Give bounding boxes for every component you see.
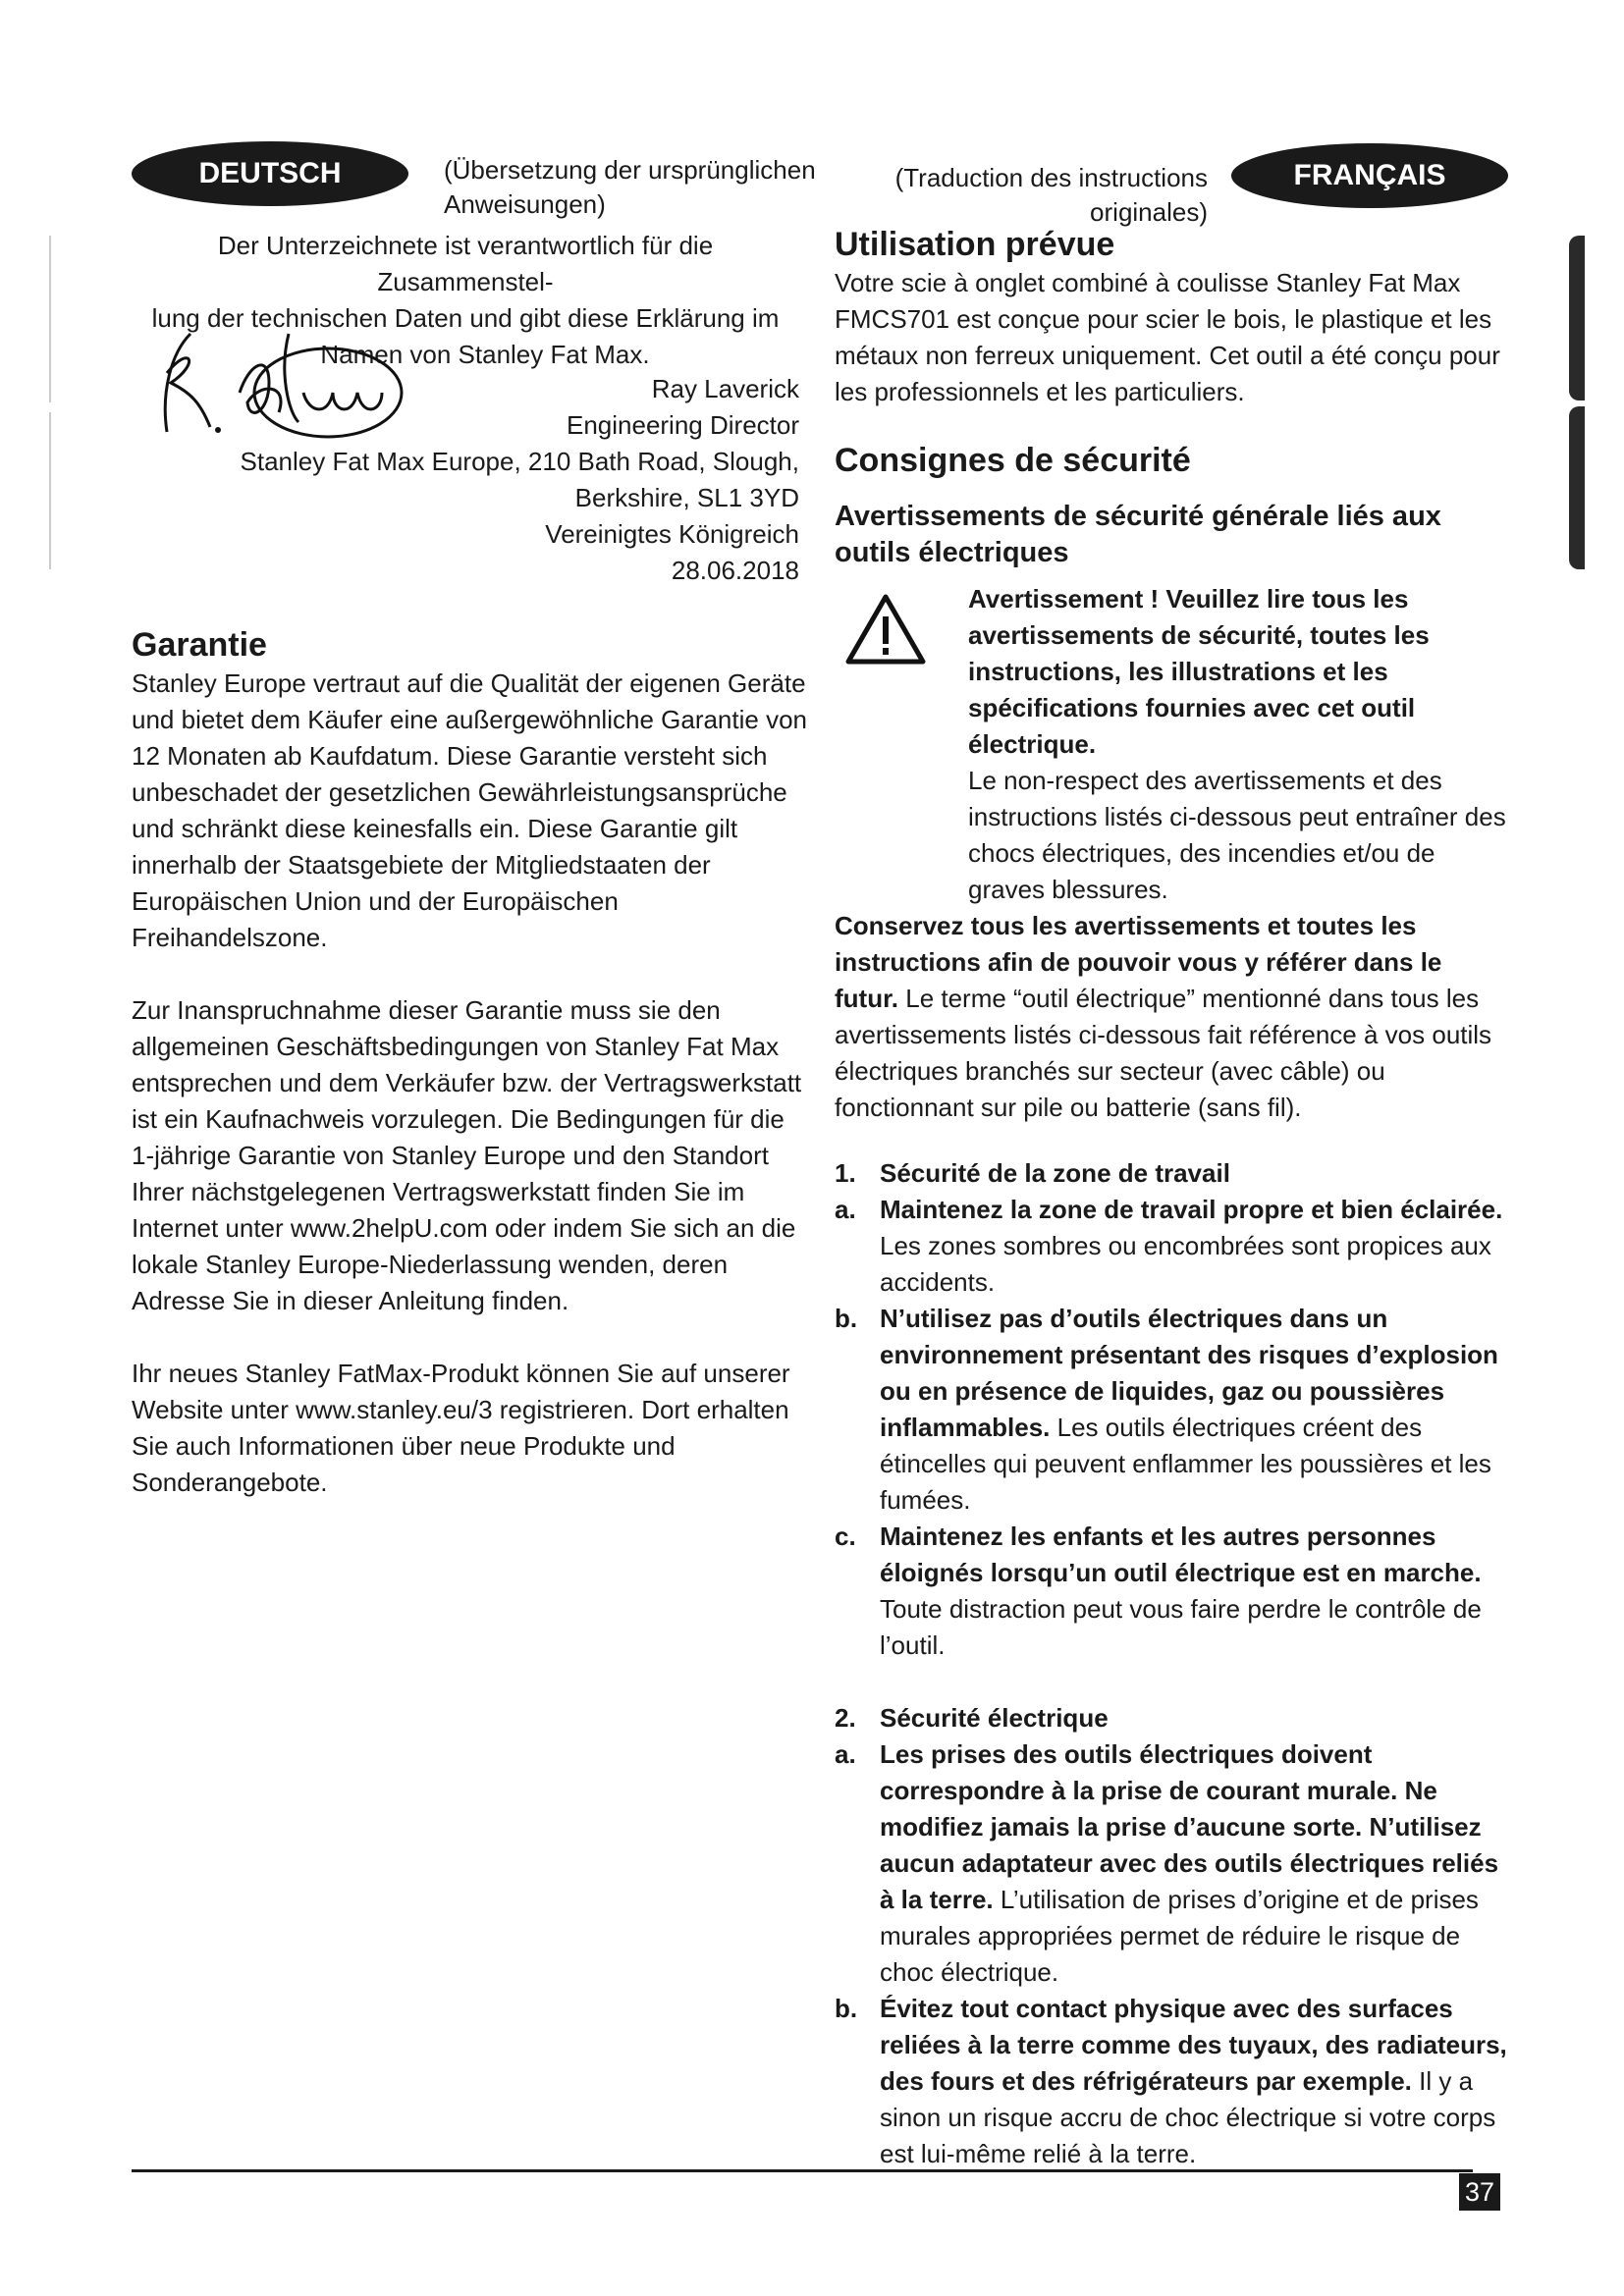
rule-1c-label: c. [835,1522,856,1551]
keep-bold-text: Conservez tous les avertissements et toutes les instructions afin de pouvoir vous y référer dans le futur. [835,911,1442,1013]
section-2-number: 2. [835,1703,856,1733]
warranty-heading: Garantie [132,626,267,664]
rule-2b-text: Il y a sinon un risque accru de choc électrique si votre corps est lui-même relié à la terre. [880,2066,1496,2168]
page-number: 37 [1459,2173,1500,2211]
translation-note-fr: (Traduction des instructions originales) [894,163,1208,227]
declaration-text: Der Unterzeichnete ist verantwortlich für die Zusammenstel- lung der technischen Daten und gibt diese Erklärung im Namen von Stanley Fat Max. [151,231,780,369]
rule-2a [835,1736,1512,1991]
section-1-title: Sécurité de la zone de travail [880,1158,1230,1188]
intended-use-heading: Utilisation prévue [835,226,1115,263]
footer-rule [132,2169,1473,2172]
keep-warnings [835,908,1512,1126]
side-tab-upper [1569,236,1585,400]
keep-text: Le terme “outil électrique” mentionné dans tous les avertissements listés ci-dessous fait référence à vos outils électriques branchés sur secteur (avec câble) ou fonctionnant sur pile ou batterie (sans fil). [835,984,1492,1122]
intended-use-text: Votre scie à onglet combiné à coulisse Stanley Fat Max FMCS701 est conçue pour scier le bois, le plastique et les métaux non ferreux uniquement. Cet outil a été conçu pour les professionnels et les particuliers. [835,268,1500,406]
section-2-heading [835,1700,1512,1736]
rule-1b-bold: N’utilisez pas d’outils électriques dans un environnement présentant des risques d’explosion ou en présence de liquides, gaz ou poussières inflammables. [880,1304,1498,1442]
warranty-paragraph-3: Ihr neues Stanley FatMax-Produkt können Sie auf unserer Website unter www.stanley.eu/3 registrieren. Dort erhalten Sie auch Informationen über neue Produkte und Sonderangebote. [132,1359,790,1497]
safety-heading: Consignes de sécurité [835,442,1191,479]
warranty-paragraph-2: Zur Inanspruchnahme dieser Garantie muss sie den allgemeinen Geschäftsbedingungen von Stanley Fat Max entsprechen und dem Verkäufer bzw. der Vertragswerkstatt ist ein Kaufnachweis vorzulegen. Die Bedingungen für die 1-jährige Garantie von Stanley Europe und den Standort Ihrer nächstgelegenen Vertragswerkstatt finden Sie im Internet unter www.2helpU.com oder indem Sie sich an die lokale Stanley Europe-Niederlassung wenden, deren Adresse Sie in dieser Anleitung finden. [132,995,802,1315]
rule-1a-bold: Maintenez la zone de travail propre et bien éclairée. [880,1195,1503,1224]
side-tab-lower [1569,406,1585,569]
rule-1b-text: Les outils électriques créent des étincelles qui peuvent enflammer les poussières et les fumées. [880,1413,1491,1515]
rule-2b-bold: Évitez tout contact physique avec des surfaces reliées à la terre comme des tuyaux, des radiateurs, des fours et des réfrigérateurs par exemple. [880,1994,1507,2096]
rule-2b [835,1991,1512,2172]
section-2-title: Sécurité électrique [880,1703,1109,1733]
rule-1c [835,1519,1512,1664]
signer-address-2: Berkshire, SL1 3YD [574,483,799,512]
right-body [835,224,1512,2172]
signer-country: Vereinigtes Königreich [545,519,799,549]
warning-text: Le non-respect des avertissements et des instructions listés ci-dessous peut entraîner des chocs électriques, des incendies et/ou de graves blessures. [968,766,1506,904]
rule-1c-text: Toute distraction peut vous faire perdre le contrôle de l’outil. [880,1594,1482,1660]
lang-badge-deutsch: DEUTSCH [132,141,408,206]
signer-block [132,371,799,589]
rule-2a-bold: Les prises des outils électriques doivent correspondre à la prise de courant murale. Ne modifiez jamais la prise d’aucune sorte. N’utilisez aucun adaptateur avec des outils électriques reliés à la terre. [880,1739,1499,1914]
lang-badge-francais: FRANÇAIS [1231,143,1508,208]
rule-1a-text: Les zones sombres ou encombrées sont propices aux accidents. [880,1231,1491,1297]
margin-rule-2 [49,412,51,569]
rule-1a [835,1192,1512,1301]
signer-address-1: Stanley Fat Max Europe, 210 Bath Road, Slough, [240,447,799,476]
rule-1b [835,1301,1512,1519]
section-1-number: 1. [835,1158,856,1188]
general-warnings-heading: Avertissements de sécurité générale liés aux outils électriques [835,501,1441,568]
warning-bold-text: Avertissement ! Veuillez lire tous les avertissements de sécurité, toutes les instructions, les illustrations et les spécifications fournies avec cet outil électrique. [968,584,1430,759]
margin-rule-1 [49,236,51,402]
signer-name: Ray Laverick [651,374,799,403]
warning-triangle-icon [844,593,927,666]
rule-1b-label: b. [835,1304,858,1333]
section-1-heading [835,1155,1512,1192]
warning-block [835,581,1512,908]
rule-1a-label: a. [835,1195,856,1224]
rule-2a-text: L’utilisation de prises d’origine et de prises murales appropriées permet de réduire le risque de choc électrique. [880,1885,1479,1987]
warranty-section [132,624,809,1501]
rule-2b-label: b. [835,1994,858,2023]
warranty-paragraph-1: Stanley Europe vertraut auf die Qualität der eigenen Geräte und bietet dem Käufer eine außergewöhnliche Garantie von 12 Monaten ab Kaufdatum. Diese Garantie versteht sich unbeschadet der gesetzlichen Gewährleistungsansprüche und schränkt diese keinesfalls ein. Diese Garantie gilt innerhalb der Staatsgebiete der Mitgliedstaaten der Europäischen Union und der Europäischen Freihandelszone. [132,668,807,952]
signer-date: 28.06.2018 [671,556,799,585]
translation-note-de: (Übersetzung der ursprünglichen Anweisungen) [444,155,816,219]
rule-2a-label: a. [835,1739,856,1769]
rule-1c-bold: Maintenez les enfants et les autres personnes éloignés lorsqu’un outil électrique est en marche. [880,1522,1482,1587]
signer-title: Engineering Director [566,410,799,440]
